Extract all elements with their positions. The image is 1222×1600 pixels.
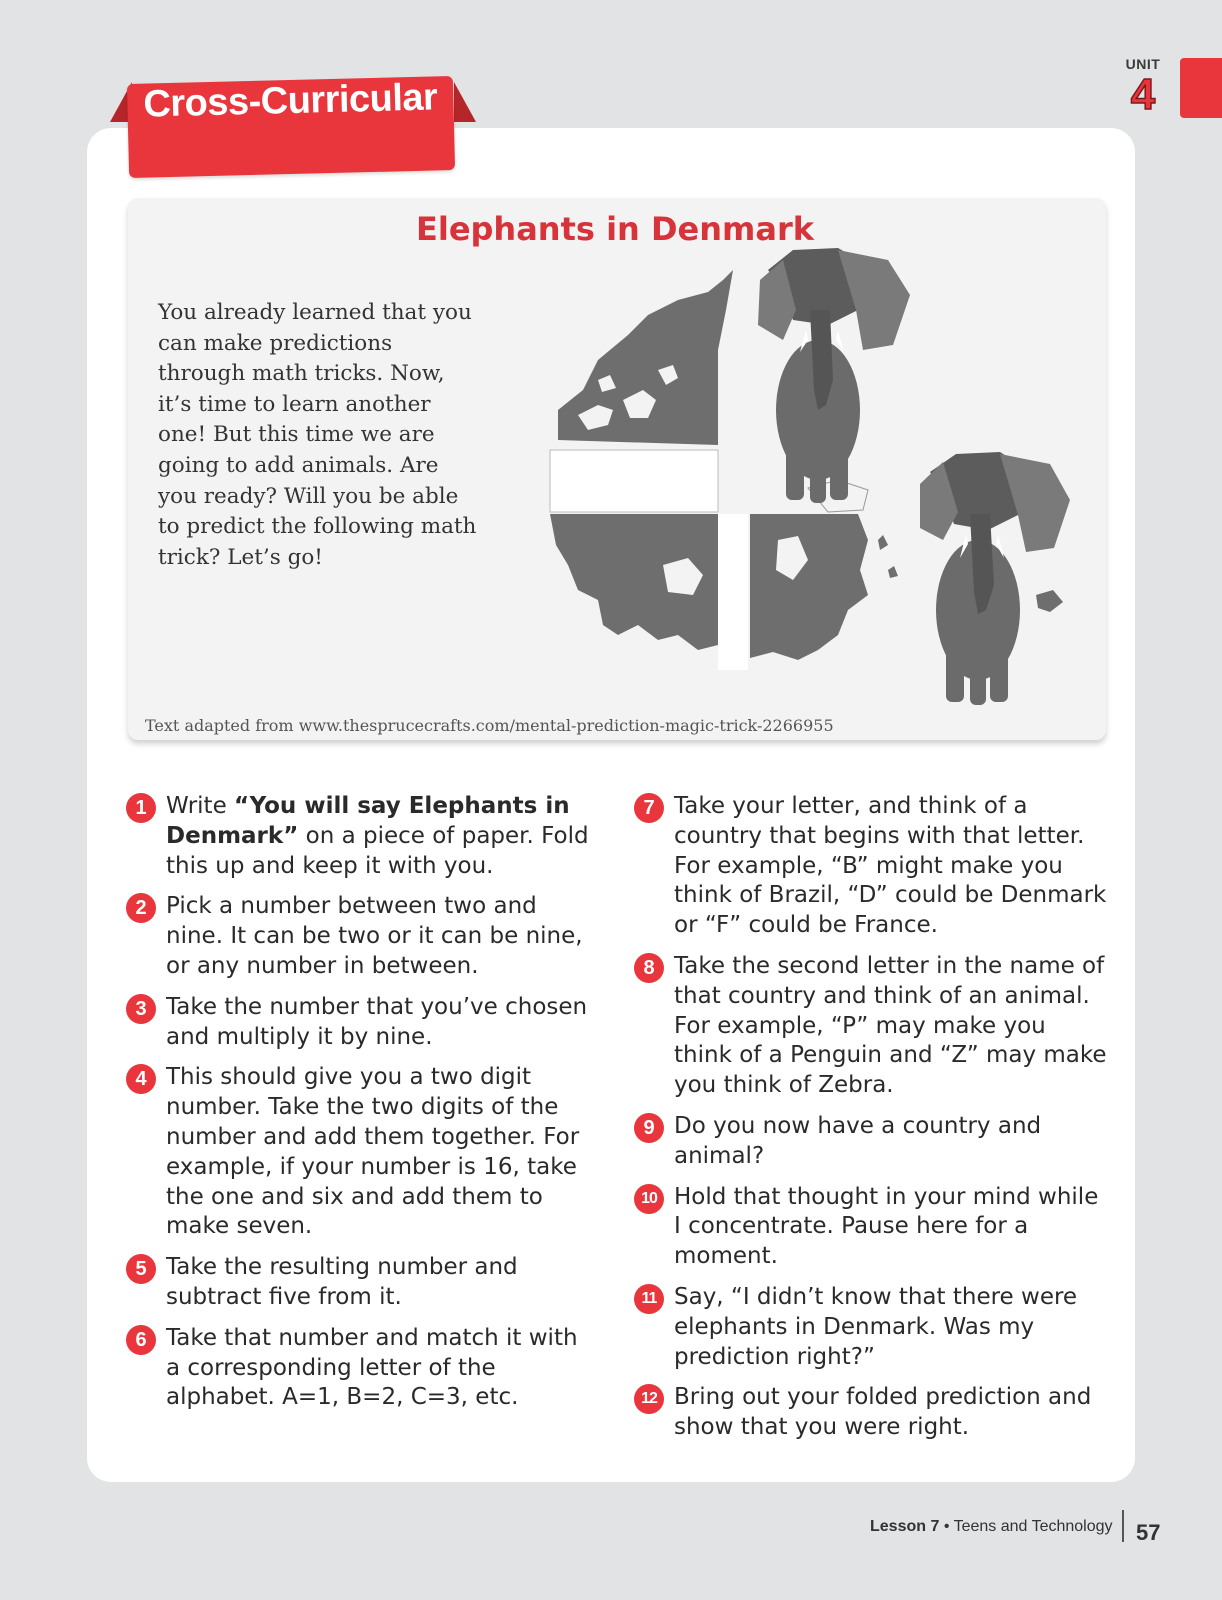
- step-text: Pick a number between two and nine. It can be two or it can be nine, or any number in between.: [166, 893, 583, 979]
- step-text: This should give you a two digit number. Take the two digits of the number and add them together. For example, if your number is 16, take the one and six and add them to make seven.: [166, 1064, 580, 1240]
- step-11: [634, 1283, 1108, 1372]
- step-text: Take the resulting number and subtract five from it.: [166, 1254, 518, 1310]
- unit-label: UNIT: [1125, 56, 1161, 72]
- step-2: [126, 892, 598, 981]
- step-number: 10: [634, 1184, 664, 1214]
- step-text: Take that number and match it with a corresponding letter of the alphabet. A=1, B=2, C=3, etc.: [166, 1324, 578, 1411]
- step-5: [126, 1253, 598, 1313]
- step-number: 3: [126, 994, 156, 1024]
- banner-fold-right: [454, 82, 476, 122]
- step-text: Hold that thought in your mind while I concentrate. Pause here for a moment.: [674, 1183, 1099, 1270]
- footer-divider: [1122, 1510, 1124, 1542]
- banner-ribbon: [127, 76, 455, 178]
- step-number: 5: [126, 1254, 156, 1284]
- step-7: [634, 792, 1108, 941]
- step-1-text-bold: “You will say Elephants in Denmark”: [166, 793, 570, 849]
- step-3: [126, 993, 598, 1053]
- step-number: 4: [126, 1064, 156, 1094]
- denmark-elephants-illustration: [538, 240, 1098, 710]
- step-1-text-post: on a piece of paper. Fold this up and keep it with you.: [166, 822, 589, 879]
- elephant-1: [758, 248, 910, 503]
- step-1-text-pre: Write: [166, 793, 235, 819]
- step-6: [126, 1324, 598, 1413]
- step-number: 8: [634, 953, 664, 983]
- page-footer: [870, 1518, 1113, 1536]
- source-credit: Text adapted from www.thesprucecrafts.com/mental-prediction-magic-trick-2266955: [145, 716, 834, 735]
- steps-column-left: [126, 792, 598, 1424]
- footer-bullet: •: [943, 1518, 950, 1535]
- step-number: 2: [126, 893, 156, 923]
- map-flag-bottom-right: [750, 514, 868, 660]
- unit-number: 4: [1130, 70, 1156, 119]
- step-12: [634, 1383, 1108, 1443]
- elephant-2: [920, 452, 1070, 705]
- panel-title: Elephants in Denmark: [415, 210, 814, 248]
- step-number: 6: [126, 1325, 156, 1355]
- page-number: 57: [1136, 1520, 1161, 1545]
- step-text: Take the second letter in the name of that country and think of an animal. For example, “P” may make you think of a Penguin and “Z” may make you think of Zebra.: [674, 952, 1107, 1099]
- step-number: 11: [634, 1284, 664, 1314]
- steps-column-right: [634, 792, 1108, 1454]
- step-9: [634, 1112, 1108, 1172]
- intro-text: You already learned that you can make predictions through math tricks. Now, it’s time to learn another one! But this time we are going to add animals. Are you ready? Will you be able to predict the following math trick? Let’s go!: [158, 300, 477, 570]
- step-number: 12: [634, 1384, 664, 1414]
- step-text: Bring out your folded prediction and show that you were right.: [674, 1384, 1092, 1441]
- step-text: Say, “I didn’t know that there were elephants in Denmark. Was my prediction right?”: [674, 1283, 1078, 1370]
- unit-tab: [1180, 58, 1222, 118]
- reading-panel: [128, 198, 1106, 740]
- banner-title: Cross-Curricular: [142, 76, 438, 126]
- footer-lesson: Lesson 7: [870, 1518, 940, 1535]
- step-text: Do you now have a country and animal?: [674, 1112, 1042, 1169]
- step-text: Take the number that you’ve chosen and multiply it by nine.: [166, 993, 588, 1050]
- step-4: [126, 1063, 598, 1242]
- step-number: 9: [634, 1113, 664, 1143]
- section-banner: [110, 78, 475, 178]
- footer-topic: Teens and Technology: [953, 1518, 1113, 1535]
- step-10: [634, 1183, 1108, 1272]
- step-1: [126, 792, 598, 881]
- step-8: [634, 952, 1108, 1101]
- step-number: 7: [634, 793, 664, 823]
- step-number: 1: [126, 793, 156, 823]
- step-text: Take your letter, and think of a country that begins with that letter. For example, “B” might make you think of Brazil, “D” could be Denmark or “F” could be France.: [674, 793, 1107, 939]
